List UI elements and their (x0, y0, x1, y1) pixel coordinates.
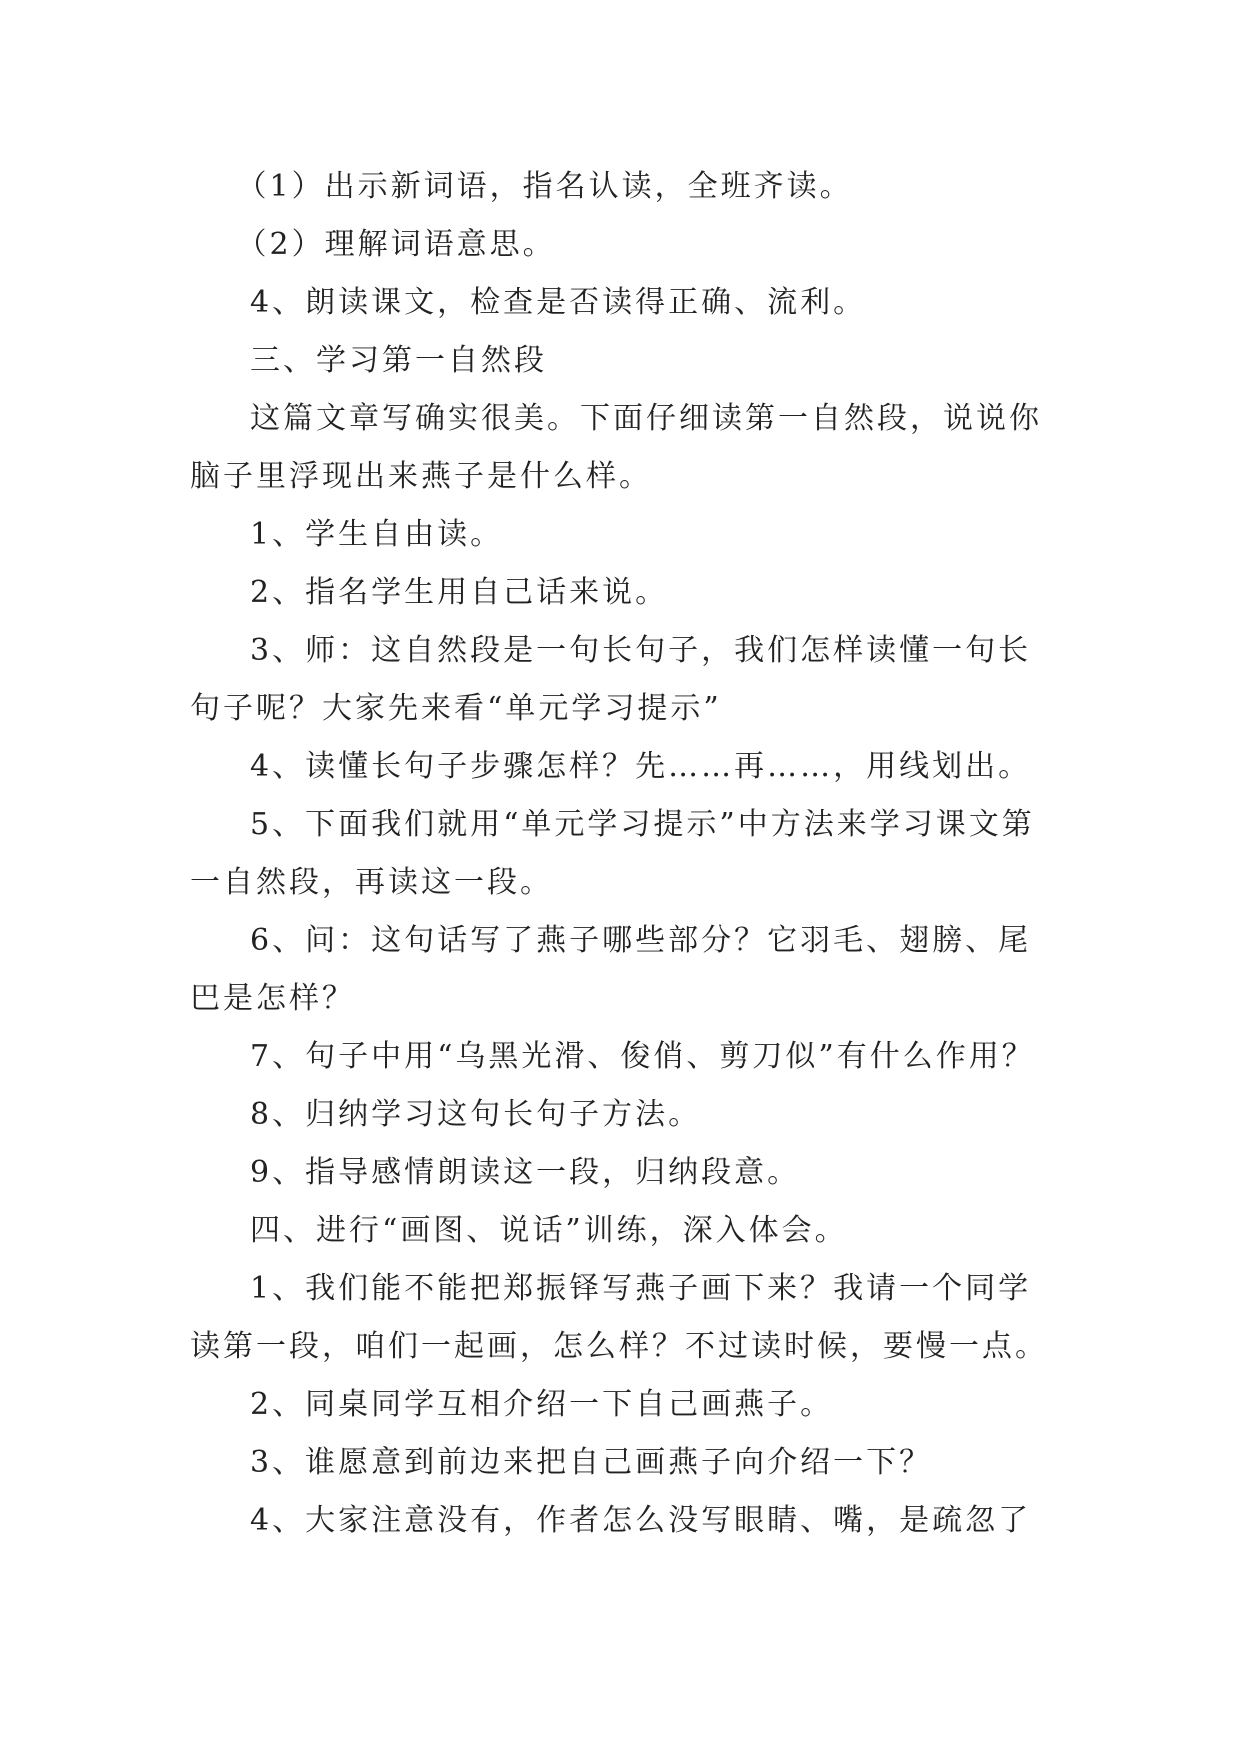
paragraph-8: 3、师：这自然段是一句长句子，我们怎样读懂一句长句子呢？大家先来看“单元学习提示” (190, 633, 1032, 726)
document-body (190, 158, 1060, 1550)
paragraph-19: 4、大家注意没有，作者怎么没写眼睛、嘴，是疏忽了 (250, 1503, 1032, 1538)
paragraph-14: 9、指导感情朗读这一段，归纳段意。 (250, 1155, 801, 1190)
paragraph-3: 4、朗读课文，检查是否读得正确、流利。 (250, 285, 867, 320)
paragraph-17: 2、同桌同学互相介绍一下自己画燕子。 (250, 1387, 834, 1422)
paragraph-10: 5、下面我们就用“单元学习提示”中方法来学习课文第一自然段，再读这一段。 (190, 807, 1035, 900)
paragraph-18: 3、谁愿意到前边来把自己画燕子向介绍一下？ (250, 1445, 933, 1480)
section-heading-3: 三、学习第一自然段 (250, 343, 547, 378)
paragraph-6: 1、学生自由读。 (250, 517, 504, 552)
paragraph-1: （1）出示新词语，指名认读，全班齐读。 (236, 169, 853, 204)
paragraph-11: 6、问：这句话写了燕子哪些部分？它羽毛、翅膀、尾巴是怎样？ (190, 923, 1032, 1016)
paragraph-12: 7、句子中用“乌黑光滑、俊俏、剪刀似”有什么作用？ (250, 1039, 1035, 1074)
paragraph-13: 8、归纳学习这句长句子方法。 (250, 1097, 702, 1132)
section-heading-4: 四、进行“画图、说话”训练，深入体会。 (250, 1213, 848, 1248)
paragraph-16: 1、我们能不能把郑振铎写燕子画下来？我请一个同学读第一段，咱们一起画，怎么样？不过读时候，要慢一点。 (190, 1271, 1048, 1364)
paragraph-5: 这篇文章写确实很美。下面仔细读第一自然段，说说你脑子里浮现出来燕子是什么样。 (190, 401, 1042, 494)
paragraph-2: （2）理解词语意思。 (236, 227, 556, 262)
paragraph-7: 2、指名学生用自己话来说。 (250, 575, 669, 610)
paragraph-9: 4、读懂长句子步骤怎样？先……再……，用线划出。 (250, 749, 1032, 784)
